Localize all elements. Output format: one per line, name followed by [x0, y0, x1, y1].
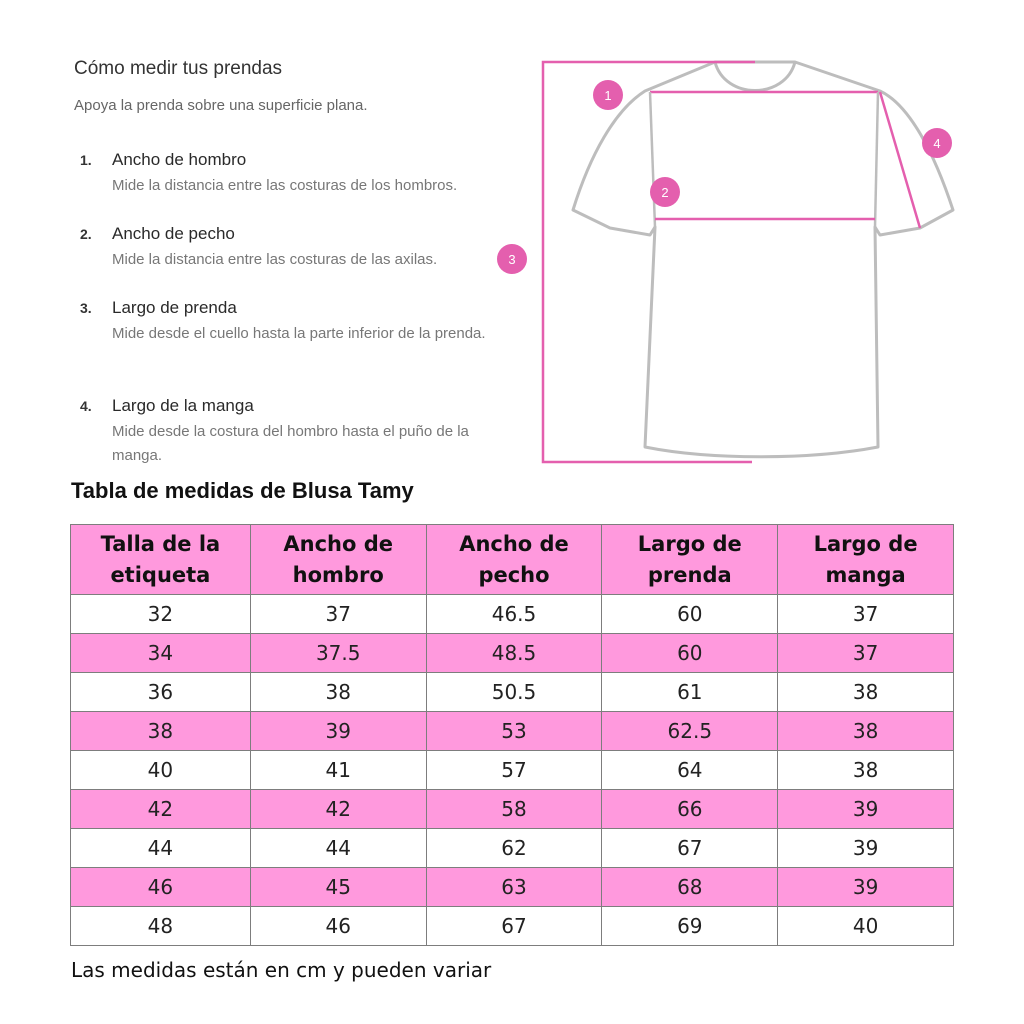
table-cell: 62: [426, 829, 602, 868]
table-cell: 40: [71, 751, 251, 790]
table-row: [71, 712, 954, 751]
table-cell: 62.5: [602, 712, 778, 751]
table-cell: 44: [250, 829, 426, 868]
table-cell: 42: [250, 790, 426, 829]
header-garment-length: Largo de prenda: [602, 525, 778, 595]
table-cell: 41: [250, 751, 426, 790]
table-cell: 38: [778, 751, 954, 790]
table-cell: 64: [602, 751, 778, 790]
step-description: Mide la distancia entre las costuras de los hombros.: [112, 177, 458, 194]
step-number: 3.: [80, 300, 92, 316]
size-table: [70, 524, 954, 946]
table-cell: 66: [602, 790, 778, 829]
marker-2-label: 2: [661, 185, 669, 200]
step-number: 1.: [80, 152, 92, 168]
table-cell: 38: [71, 712, 251, 751]
step-title: Largo de prenda: [112, 298, 237, 317]
table-title: Tabla de medidas de Blusa Tamy: [71, 478, 414, 503]
table-cell: 53: [426, 712, 602, 751]
table-cell: 50.5: [426, 673, 602, 712]
table-cell: 67: [426, 907, 602, 946]
marker-2: [650, 177, 680, 207]
table-header-row: [71, 525, 954, 595]
table-cell: 39: [250, 712, 426, 751]
header-chest-width: Ancho de pecho: [426, 525, 602, 595]
table-cell: 67: [602, 829, 778, 868]
marker-4-label: 4: [933, 136, 941, 151]
table-cell: 42: [71, 790, 251, 829]
table-cell: 32: [71, 595, 251, 634]
table-cell: 68: [602, 868, 778, 907]
table-row: [71, 829, 954, 868]
marker-3-label: 3: [508, 252, 516, 267]
table-cell: 38: [778, 712, 954, 751]
table-row: [71, 790, 954, 829]
table-cell: 69: [602, 907, 778, 946]
table-cell: 48.5: [426, 634, 602, 673]
table-cell: 46: [71, 868, 251, 907]
table-cell: 34: [71, 634, 251, 673]
marker-4: [922, 128, 952, 158]
step-title: Ancho de hombro: [112, 150, 247, 169]
step-title: Ancho de pecho: [112, 224, 235, 243]
footnote: Las medidas están en cm y pueden variar: [71, 958, 492, 982]
table-row: [71, 907, 954, 946]
shirt-measurement-diagram: [490, 55, 970, 470]
step-description: Mide desde la costura del hombro hasta el puño de la manga.: [112, 423, 469, 464]
table-cell: 39: [778, 868, 954, 907]
table-row: [71, 595, 954, 634]
guide-title: Cómo medir tus prendas: [74, 58, 283, 79]
table-cell: 37: [778, 634, 954, 673]
header-size-label: Talla de la etiqueta: [71, 525, 251, 595]
table-cell: 63: [426, 868, 602, 907]
table-cell: 60: [602, 634, 778, 673]
table-row: [71, 751, 954, 790]
table-cell: 38: [778, 673, 954, 712]
table-cell: 37: [250, 595, 426, 634]
step-number: 2.: [80, 226, 92, 242]
table-cell: 60: [602, 595, 778, 634]
table-row: [71, 868, 954, 907]
table-cell: 39: [778, 790, 954, 829]
table-cell: 37.5: [250, 634, 426, 673]
table-cell: 45: [250, 868, 426, 907]
step-description: Mide desde el cuello hasta la parte inferior de la prenda.: [112, 325, 486, 342]
step-number: 4.: [80, 398, 92, 414]
table-cell: 36: [71, 673, 251, 712]
marker-1-label: 1: [604, 88, 612, 103]
table-row: [71, 634, 954, 673]
table-cell: 46: [250, 907, 426, 946]
table-cell: 46.5: [426, 595, 602, 634]
header-sleeve-length: Largo de manga: [778, 525, 954, 595]
step-description: Mide la distancia entre las costuras de las axilas.: [112, 251, 438, 268]
marker-1: [593, 80, 623, 110]
table-cell: 48: [71, 907, 251, 946]
table-row: [71, 673, 954, 712]
step-title: Largo de la manga: [112, 396, 254, 415]
table-cell: 58: [426, 790, 602, 829]
table-cell: 40: [778, 907, 954, 946]
table-cell: 37: [778, 595, 954, 634]
table-cell: 38: [250, 673, 426, 712]
table-cell: 61: [602, 673, 778, 712]
marker-3: [497, 244, 527, 274]
table-cell: 39: [778, 829, 954, 868]
guide-subtitle: Apoya la prenda sobre una superficie plana.: [74, 97, 368, 114]
shirt-outline: [573, 62, 953, 457]
table-cell: 57: [426, 751, 602, 790]
table-cell: 44: [71, 829, 251, 868]
header-shoulder-width: Ancho de hombro: [250, 525, 426, 595]
